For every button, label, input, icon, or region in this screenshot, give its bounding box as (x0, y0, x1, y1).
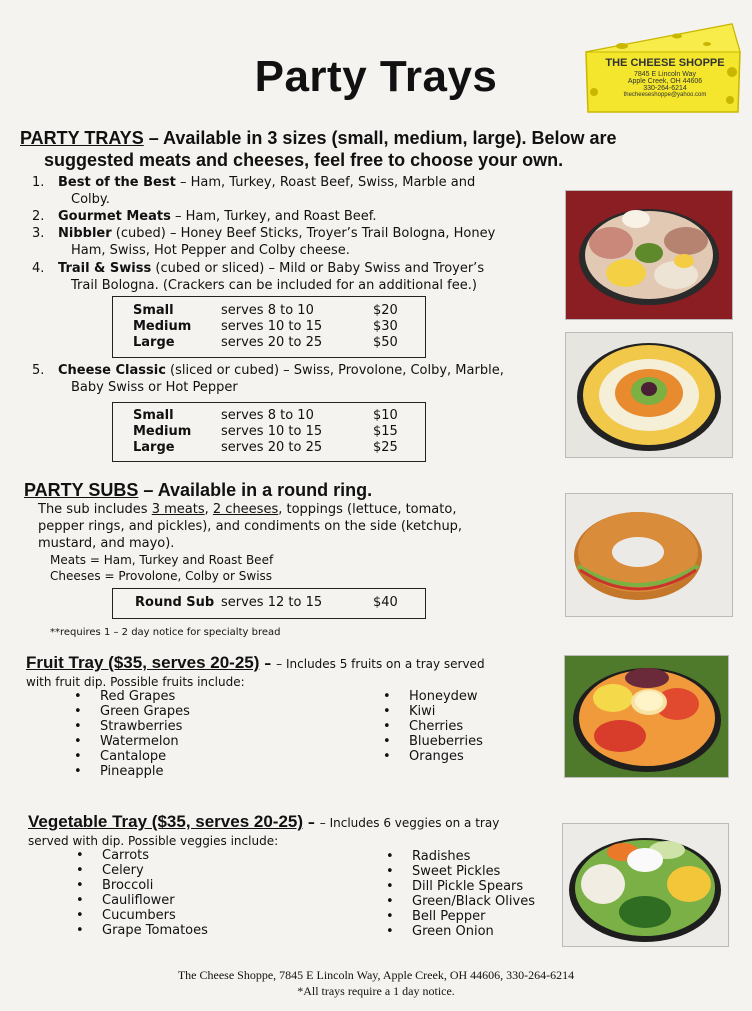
fruit-subtitle: – Includes 5 fruits on a tray served (276, 657, 485, 671)
fruit-list-item (74, 764, 163, 779)
list-item-label: Celery (102, 863, 144, 878)
party-trays-heading (20, 128, 617, 149)
list-item-label: Grape Tomatoes (102, 923, 208, 938)
logo-email: thecheeseshoppe@yahoo.com (623, 92, 707, 98)
logo-address: 7845 E Lincoln Way (634, 71, 696, 78)
list-item-label: Dill Pickle Spears (412, 879, 524, 894)
party-subs-title: PARTY SUBS (24, 480, 139, 500)
fruit-list-item (74, 749, 166, 764)
veg-heading: Vegetable Tray ($35, serves 20-25) – – Includes 6 veggies on a tray (28, 812, 500, 831)
sub-price: $40 (373, 595, 398, 610)
veg-list-item (76, 893, 175, 908)
list-item-label: Bell Pepper (412, 909, 486, 924)
sub-serves: serves 12 to 15 (221, 595, 323, 610)
bullet-icon: • (383, 719, 391, 734)
bullet-icon: • (74, 719, 82, 734)
price-value: $20 (373, 303, 398, 318)
list-item-label: Watermelon (100, 734, 179, 749)
logo-city: Apple Creek, OH 44606 (627, 78, 703, 85)
price-serves: serves 20 to 25 (221, 335, 323, 350)
veg-list-item (76, 923, 208, 938)
fruit-heading: Fruit Tray ($35, serves 20-25) – – Includes 5 fruits on a tray served (26, 653, 485, 672)
fruit-list-item (383, 689, 478, 704)
price-value: $10 (373, 408, 398, 423)
bullet-icon: • (74, 734, 82, 749)
price-value: $50 (373, 335, 398, 350)
price-size: Small (133, 408, 174, 423)
tray-item-3-cont: Ham, Swiss, Hot Pepper and Colby cheese. (71, 243, 350, 258)
subs-meats: Meats = Ham, Turkey and Roast Beef (50, 553, 274, 567)
bullet-icon: • (74, 764, 82, 779)
list-item-label: Radishes (412, 849, 471, 864)
list-item-label: Oranges (409, 749, 464, 764)
party-sub-photo (565, 493, 733, 617)
list-item-label: Blueberries (409, 734, 483, 749)
fruit-list-item (74, 734, 179, 749)
party-subs-subtitle: – Available in a round ring. (138, 480, 373, 500)
cheese-tray-photo (565, 332, 733, 458)
subs-cheeses: Cheeses = Provolone, Colby or Swiss (50, 569, 273, 583)
list-item-label: Broccoli (102, 878, 154, 893)
veg-list-item (386, 924, 494, 939)
price-value: $30 (373, 319, 398, 334)
veg-list-item (76, 863, 144, 878)
veg-subtitle: – Includes 6 veggies on a tray (319, 816, 500, 830)
fruit-tray-photo (564, 655, 729, 778)
logo-name: THE CHEESE SHOPPE (605, 57, 725, 69)
list-item-label: Green/Black Olives (412, 894, 535, 909)
tray-item-3: 3. Nibbler (cubed) – Honey Beef Sticks, Troyer’s Trail Bologna, Honey (32, 226, 496, 241)
price-size: Small (133, 303, 174, 318)
veg-list-item (76, 908, 176, 923)
bullet-icon: • (386, 864, 394, 879)
price-value: $15 (373, 424, 398, 439)
price-size: Medium (133, 319, 192, 334)
list-item-label: Green Grapes (100, 704, 190, 719)
veg-list-item (386, 909, 486, 924)
party-trays-subtitle: – Available in 3 sizes (small, medium, large). Below are (143, 128, 617, 148)
fruit-list-item (383, 704, 435, 719)
list-item-label: Cauliflower (102, 893, 175, 908)
veg-list-item (76, 848, 149, 863)
list-item-label: Honeydew (409, 689, 478, 704)
bullet-icon: • (74, 689, 82, 704)
fruit-list-item (383, 719, 463, 734)
bullet-icon: • (386, 924, 394, 939)
tray-item-4: 4. Trail & Swiss (cubed or sliced) – Mild or Baby Swiss and Troyer’s (32, 261, 485, 276)
price-box-sub (112, 588, 426, 619)
price-box-cheese (112, 402, 426, 462)
subs-line-3: mustard, and mayo). (38, 536, 175, 551)
bullet-icon: • (76, 908, 84, 923)
tray-item-5: 5. Cheese Classic (sliced or cubed) – Swiss, Provolone, Colby, Marble, (32, 363, 504, 378)
bullet-icon: • (386, 894, 394, 909)
fruit-list-item (383, 749, 464, 764)
list-item-label: Cucumbers (102, 908, 176, 923)
meat-tray-photo (565, 190, 733, 320)
subs-line-2: pepper rings, and pickles), and condiments on the side (ketchup, (38, 519, 463, 534)
list-item-label: Cherries (409, 719, 464, 734)
tray-item-5-cont: Baby Swiss or Hot Pepper (71, 380, 238, 395)
vegetable-tray-photo (562, 823, 729, 947)
bullet-icon: • (76, 848, 84, 863)
bullet-icon: • (76, 893, 84, 908)
price-value: $25 (373, 440, 398, 455)
fruit-list-item (74, 704, 190, 719)
subs-note: **requires 1 – 2 day notice for specialty bread (50, 627, 281, 638)
veg-list-item (386, 864, 500, 879)
list-item-label: Sweet Pickles (412, 864, 501, 879)
party-trays-title: PARTY TRAYS (20, 128, 144, 148)
list-item-label: Pineapple (100, 764, 164, 779)
bullet-icon: • (383, 704, 391, 719)
fruit-list-item (74, 689, 175, 704)
price-size: Large (133, 440, 175, 455)
fruit-line-2: with fruit dip. Possible fruits include: (26, 675, 245, 689)
bullet-icon: • (76, 878, 84, 893)
veg-list-item (76, 878, 153, 893)
bullet-icon: • (76, 923, 84, 938)
fruit-list-item (383, 734, 483, 749)
list-item-label: Kiwi (409, 704, 436, 719)
fruit-list-item (74, 719, 182, 734)
price-serves: serves 8 to 10 (221, 408, 314, 423)
fruit-title: Fruit Tray ($35, serves 20-25) (26, 653, 260, 672)
party-subs-heading (24, 480, 372, 501)
tray-item-1-cont: Colby. (71, 192, 110, 207)
subs-line-1: The sub includes 3 meats, 2 cheeses, toppings (lettuce, tomato, (38, 502, 457, 517)
veg-list-item (386, 849, 470, 864)
bullet-icon: • (386, 879, 394, 894)
bullet-icon: • (74, 749, 82, 764)
bullet-icon: • (383, 689, 391, 704)
price-serves: serves 20 to 25 (221, 440, 323, 455)
page-title: Party Trays (254, 52, 498, 101)
party-trays-subtitle-2: suggested meats and cheeses, feel free to choose your own. (44, 150, 564, 170)
veg-line-2: served with dip. Possible veggies include: (28, 834, 279, 848)
bullet-icon: • (383, 749, 391, 764)
logo-phone: 330-264-6214 (643, 85, 687, 92)
tray-item-4-cont: Trail Bologna. (Crackers can be included for an additional fee.) (71, 278, 477, 293)
bullet-icon: • (386, 849, 394, 864)
veg-list-item (386, 894, 535, 909)
price-size: Large (133, 335, 175, 350)
price-serves: serves 8 to 10 (221, 303, 314, 318)
tray-item-2: 2. Gourmet Meats – Ham, Turkey, and Roast Beef. (32, 209, 377, 224)
footer-address: The Cheese Shoppe, 7845 E Lincoln Way, Apple Creek, OH 44606, 330-264-6214 (177, 968, 575, 982)
list-item-label: Strawberries (100, 719, 183, 734)
list-item-label: Carrots (102, 848, 150, 863)
veg-title: Vegetable Tray ($35, serves 20-25) (28, 812, 304, 831)
bullet-icon: • (74, 704, 82, 719)
price-serves: serves 10 to 15 (221, 319, 323, 334)
list-item-label: Green Onion (412, 924, 494, 939)
list-item-label: Red Grapes (100, 689, 176, 704)
bullet-icon: • (386, 909, 394, 924)
sub-name: Round Sub (135, 595, 215, 610)
bullet-icon: • (76, 863, 84, 878)
price-box-trays (112, 296, 426, 358)
veg-list-item (386, 879, 523, 894)
bullet-icon: • (383, 734, 391, 749)
price-serves: serves 10 to 15 (221, 424, 323, 439)
price-size: Medium (133, 424, 192, 439)
footer-note: *All trays require a 1 day notice. (297, 984, 455, 998)
list-item-label: Cantalope (100, 749, 167, 764)
tray-item-1: 1. Best of the Best – Ham, Turkey, Roast Beef, Swiss, Marble and (32, 175, 476, 190)
